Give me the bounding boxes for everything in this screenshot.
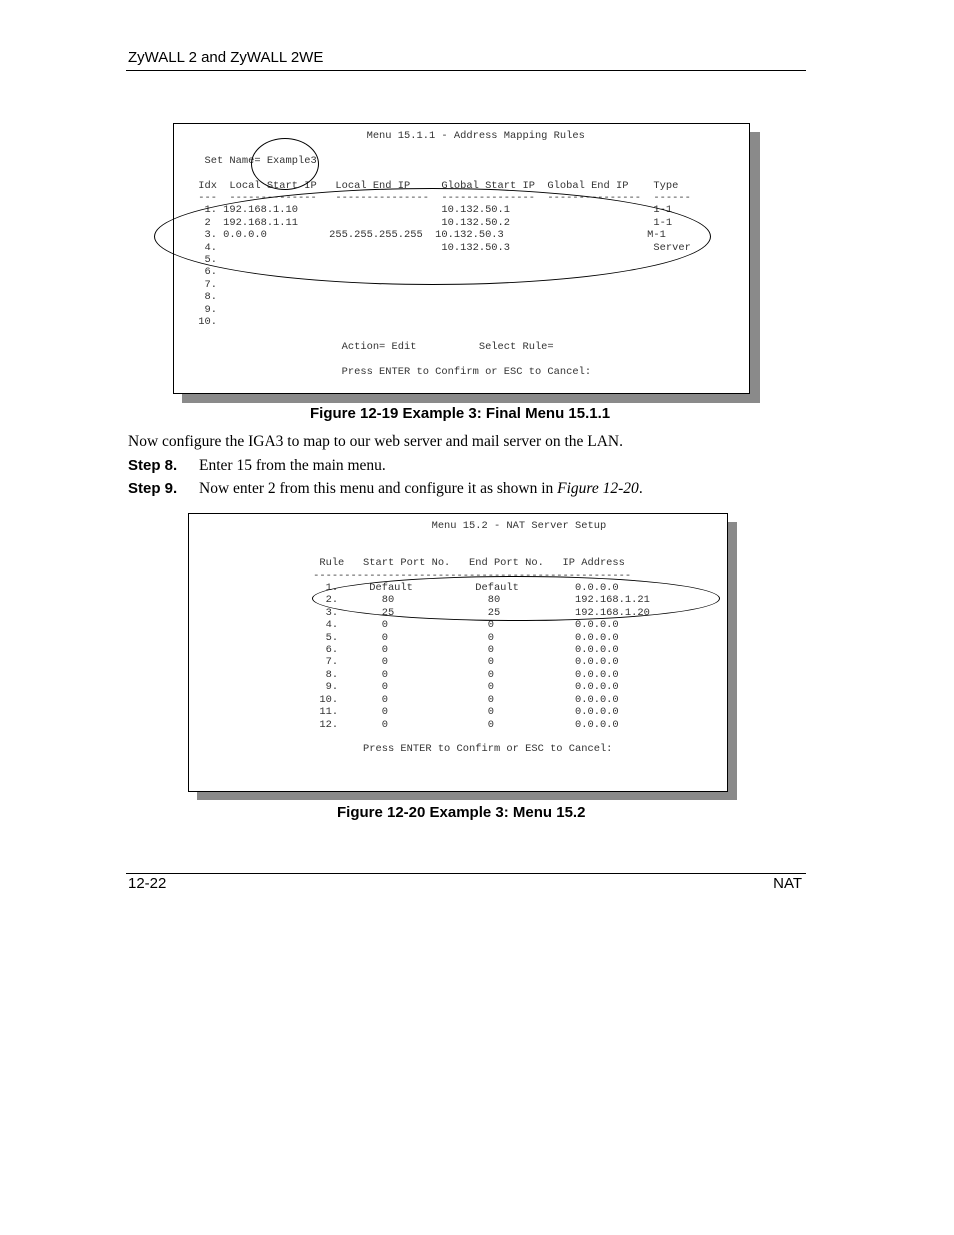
header-divider	[126, 70, 806, 71]
body-paragraph: Now configure the IGA3 to map to our web server and mail server on the LAN.	[128, 433, 623, 450]
figure-reference: Figure 12-20	[557, 480, 639, 497]
figure-caption: Figure 12-20 Example 3: Menu 15.2	[337, 804, 586, 821]
footer-section: NAT	[773, 875, 802, 892]
footer-page-number: 12-22	[128, 875, 167, 892]
step-text-end: .	[638, 480, 643, 497]
figure-caption: Figure 12-19 Example 3: Final Menu 15.1.1	[310, 405, 611, 422]
terminal-text: Menu 15.1.1 - Address Mapping Rules Set Name= Example3 Idx Local Start IP Local End IP Global Start IP Global End IP Type --- -------------- --------------- --------------- --------------- ------ 1. 192.168.1.10 10.132.50.1 1-1 2 192.168.1.11 10.132.50.2 1-1 3. 0.0.0.0 255.255.255.255 10.132.50.3 M-1 4. 10.132.50.3 Server 5. 6. 7. 8. 9. 10. Action= Edit Select Rule= Press ENTER to Confirm or ESC to Cancel:	[198, 130, 691, 378]
step-text: Enter 15 from the main menu.	[199, 457, 386, 474]
terminal-screen	[173, 123, 750, 394]
terminal-text: Menu 15.2 - NAT Server Setup Rule Start Port No. End Port No. IP Address --------------------------------------------------- 1. Default Default 0.0.0.0 2. 80 80 192.168.1.21 3. 25 25 192.168.1.20 4. 0 0 0.0.0.0 5. 0 0 0.0.0.0 6. 0 0 0.0.0.0 7. 0 0 0.0.0.0 8. 0 0 0.0.0.0 9. 0 0 0.0.0.0 10. 0 0 0.0.0.0 11. 0 0 0.0.0.0 12. 0 0 0.0.0.0 Press ENTER to Confirm or ESC to Cancel:	[313, 520, 650, 756]
footer-divider	[126, 873, 806, 874]
step-9	[128, 480, 643, 498]
page-header-title: ZyWALL 2 and ZyWALL 2WE	[128, 49, 324, 66]
terminal-screen	[188, 513, 728, 792]
step-8	[128, 457, 386, 475]
step-label: Step 9.	[128, 480, 178, 497]
step-label: Step 8.	[128, 457, 178, 474]
step-text: Now enter 2 from this menu and configure it as shown in	[199, 480, 558, 497]
